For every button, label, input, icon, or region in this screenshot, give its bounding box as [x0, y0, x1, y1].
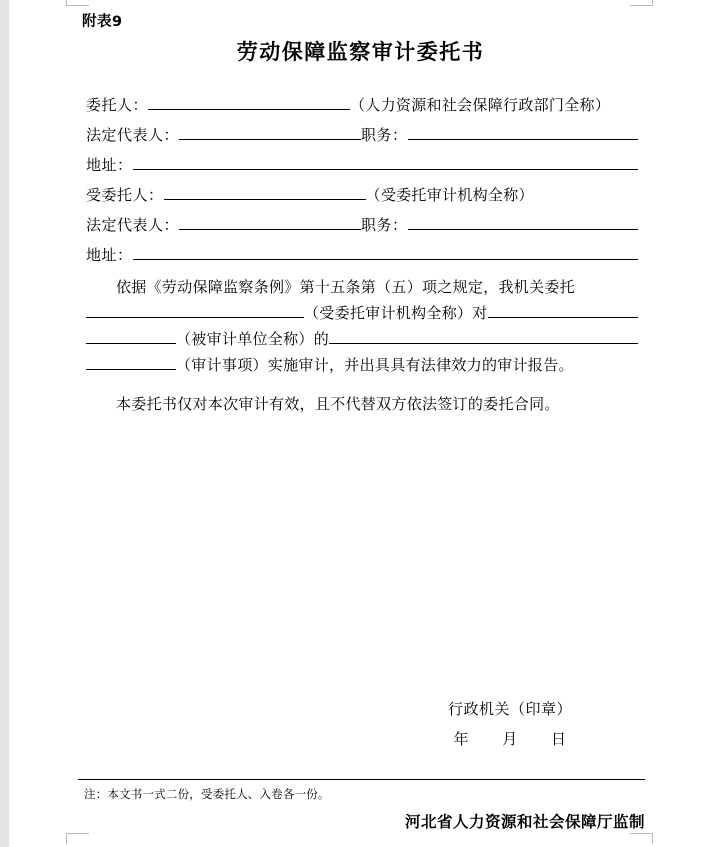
- body-paragraph: [86, 276, 638, 380]
- body-line-4: [86, 354, 638, 380]
- principal-input-blank[interactable]: [148, 94, 350, 110]
- body-line-1: [86, 276, 638, 302]
- principal-row: [86, 94, 638, 124]
- trustee-position-input-blank[interactable]: [408, 214, 638, 230]
- principal-position-label: 职务：: [361, 126, 408, 144]
- trustee-address-label: 地址：: [86, 246, 133, 264]
- trustee-legal-rep-row: [86, 214, 638, 244]
- audited-entity-blank-start[interactable]: [488, 302, 638, 318]
- month-label: 月: [502, 730, 518, 748]
- trustee-legal-rep-input-blank[interactable]: [179, 214, 361, 230]
- trustee-legal-rep-label: 法定代表人：: [86, 216, 180, 234]
- audit-matter-blank-start[interactable]: [329, 328, 638, 344]
- trustee-name-blank[interactable]: [86, 302, 304, 318]
- year-label: 年: [453, 730, 469, 748]
- attachment-number: 附表9: [82, 14, 123, 30]
- signature-date-row: [380, 728, 640, 749]
- trustee-address-input-blank[interactable]: [133, 244, 638, 260]
- page-title: 劳动保障监察审计委托书: [236, 40, 485, 64]
- audit-matter-blank[interactable]: [86, 354, 176, 370]
- audited-entity-blank[interactable]: [86, 328, 176, 344]
- principal-address-label: 地址：: [86, 156, 133, 174]
- principal-address-row: [86, 154, 638, 184]
- trustee-block: [86, 184, 638, 274]
- trustee-row: [86, 184, 638, 214]
- principal-note: （人力资源和社会保障行政部门全称）: [350, 96, 611, 114]
- trustee-label: 受委托人：: [86, 186, 164, 204]
- body-line-1-text: 依据《劳动保障监察条例》第十五条第（五）项之规定，我机关委托: [116, 278, 576, 296]
- principal-block: [86, 94, 638, 184]
- trustee-input-blank[interactable]: [164, 184, 366, 200]
- signature-block: [380, 698, 640, 749]
- day-label: 日: [551, 730, 567, 748]
- footer-issuer: 河北省人力资源和社会保障厅监制: [404, 813, 645, 831]
- body-line-3-note: （被审计单位全称）的: [176, 330, 330, 348]
- footer-note: 注：本文书一式二份，受委托人、入卷各一份。: [84, 787, 330, 801]
- principal-legal-rep-label: 法定代表人：: [86, 126, 180, 144]
- trustee-address-row: [86, 244, 638, 274]
- body-line-3: [86, 328, 638, 354]
- principal-label: 委托人：: [86, 96, 149, 114]
- trustee-note: （受委托审计机构全称）: [365, 186, 534, 204]
- closing-paragraph: 本委托书仅对本次审计有效，且不代替双方依法签订的委托合同。: [116, 395, 560, 413]
- principal-legal-rep-input-blank[interactable]: [179, 124, 361, 140]
- trustee-position-label: 职务：: [361, 216, 408, 234]
- body-line-4-text: （审计事项）实施审计，并出具具有法律效力的审计报告。: [176, 356, 574, 374]
- footer-divider: [78, 779, 645, 780]
- issuing-authority-seal-label: 行政机关（印章）: [447, 700, 572, 718]
- body-line-2-note: （受委托审计机构全称）对: [304, 304, 488, 322]
- principal-address-input-blank[interactable]: [133, 154, 638, 170]
- principal-position-input-blank[interactable]: [408, 124, 638, 140]
- principal-legal-rep-row: [86, 124, 638, 154]
- body-line-2: [86, 302, 638, 328]
